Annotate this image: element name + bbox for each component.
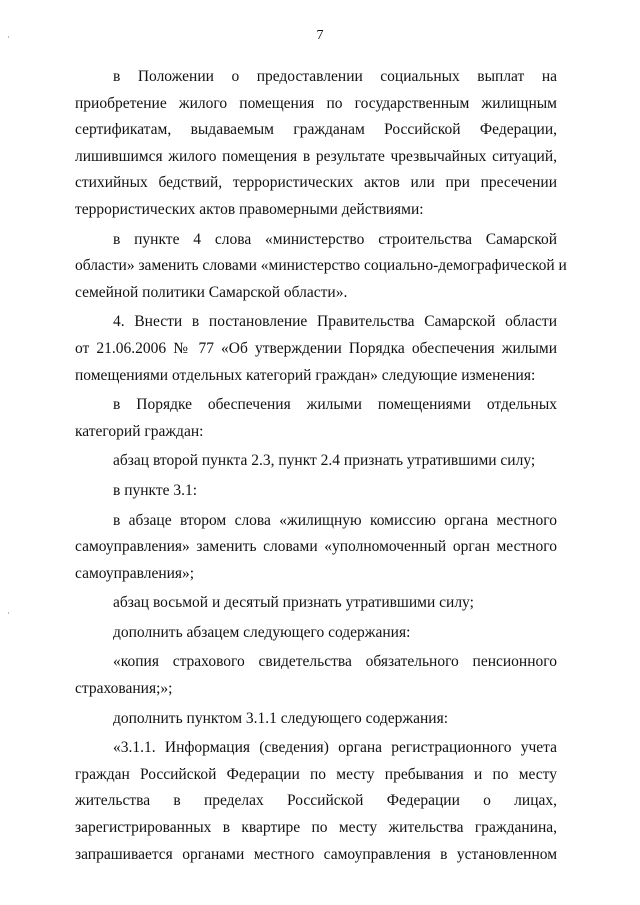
text-line: в Положении о предоставлении социальных выплат на (113, 68, 557, 85)
text-line: граждан Российской Федерации по месту пребывания и по месту (75, 765, 557, 783)
text-line: дополнить абзацем следующего содержания: (113, 623, 411, 641)
paragraph (75, 392, 557, 445)
paragraph (75, 735, 557, 868)
text-line: «копия страхового свидетельства обязательного пенсионного (113, 653, 557, 671)
paragraph (75, 620, 557, 647)
text-line: террористических актов правомерными действиями: (75, 200, 424, 218)
text-line: в Порядке обеспечения жилыми помещениями отдельных (113, 396, 557, 414)
paragraph (75, 706, 557, 733)
page-number: 7 (316, 28, 324, 43)
paragraph (75, 508, 557, 588)
paragraph (75, 448, 557, 475)
document-body (75, 64, 567, 871)
paragraph (75, 478, 557, 505)
text-line: самоуправления»; (75, 564, 195, 582)
text-line: стихийных бедствий, террористических актов или при пресечении (75, 174, 557, 192)
text-line: 4. Внести в постановление Правительства Самарской области (113, 313, 557, 331)
text-line: в пункте 3.1: (113, 481, 198, 499)
text-line: запрашивается органами местного самоуправления в установленном (75, 845, 557, 863)
paragraph (75, 649, 557, 702)
text-line: абзац второй пункта 2.3, пункт 2.4 признать утратившими силу; (113, 452, 536, 470)
text-line: самоуправления» заменить словами «уполномоченный орган местного (75, 538, 557, 556)
text-line: сертификатам, выдаваемым гражданам Российской Федерации, (75, 121, 557, 139)
text-line: категорий граждан: (75, 422, 204, 440)
text-line: лишившимся жилого помещения в результате чрезвычайных ситуаций, (75, 147, 557, 165)
text-line: в пункте 4 слова «министерство строительства Самарской (113, 230, 557, 248)
text-line: помещениями отдельных категорий граждан» следующие изменения: (75, 366, 536, 384)
text-line: страхования;»; (75, 680, 173, 698)
text-line: абзац восьмой и десятый признать утратившими силу; (113, 594, 474, 612)
paragraph (75, 227, 567, 307)
scan-margin-mark (8, 612, 9, 614)
paragraph (75, 64, 557, 224)
text-line: зарегистрированных в квартире по месту жительства гражданина, (75, 819, 557, 837)
paragraph (75, 309, 557, 389)
text-line: дополнить пунктом 3.1.1 следующего содержания: (113, 709, 448, 727)
text-line: «3.1.1. Информация (сведения) органа регистрационного учета (113, 739, 557, 757)
paragraph (75, 590, 557, 617)
text-line: семейной политики Самарской области». (75, 283, 348, 301)
text-line: от 21.06.2006 № 77 «Об утверждении Порядка обеспечения жилыми (75, 339, 557, 357)
text-line: области» заменить словами «министерство социально-демографической и (75, 257, 567, 275)
text-line: приобретение жилого помещения по государственным жилищным (75, 94, 557, 112)
text-line: жительства в пределах Российской Федерации о лицах, (75, 792, 557, 810)
text-line: в абзаце втором слова «жилищную комиссию органа местного (113, 511, 557, 529)
scan-margin-mark (8, 36, 9, 38)
